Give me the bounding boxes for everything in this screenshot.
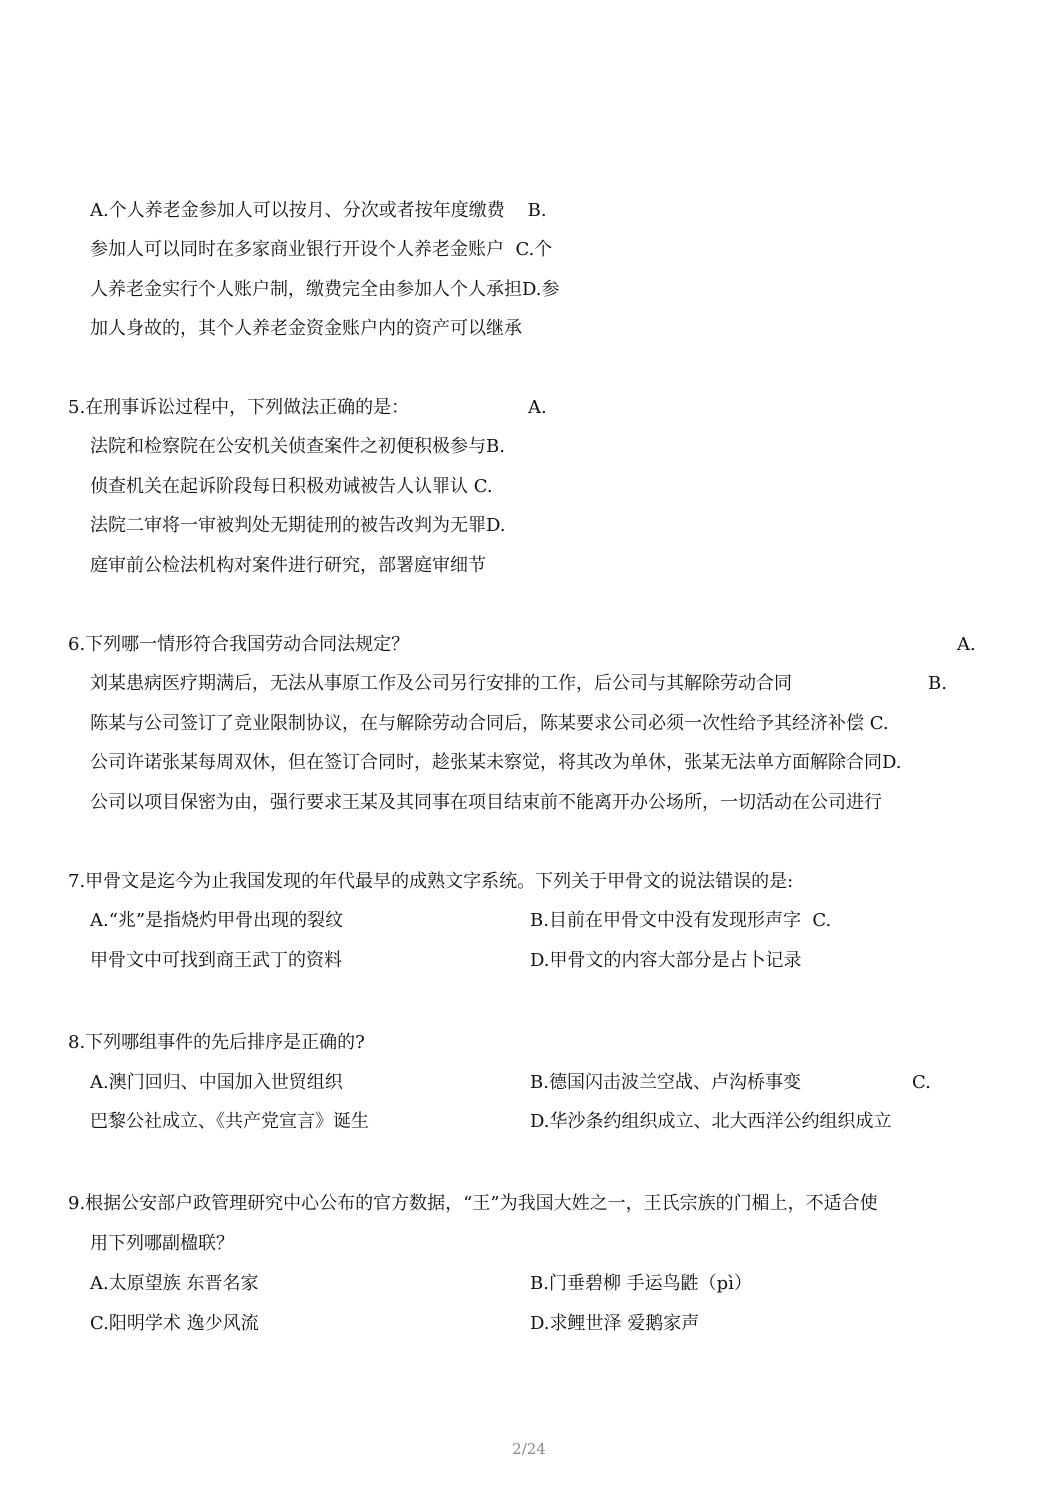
q5-stem: 5.在刑事诉讼过程中，下列做法正确的是： <box>68 397 410 418</box>
q7-option-a: A.“兆”是指烧灼甲骨出现的裂纹 <box>90 910 344 931</box>
q8-option-b: B.德国闪击波兰空战、卢沟桥事变 <box>530 1072 801 1093</box>
q7-option-b: B.目前在甲骨文中没有发现形声字 C. <box>530 910 832 931</box>
q7-stem: 7.甲骨文是迄今为止我国发现的年代最早的成熟文字系统。下列关于甲骨文的说法错误的是: <box>68 871 794 892</box>
q4-option-line-4: 加人身故的，其个人养老金资金账户内的资产可以继承 <box>90 318 522 339</box>
q9-stem-line-1: 9.根据公安部户政管理研究中心公布的官方数据，“王”为我国大姓之一，王氏宗族的门楣上，不适合使 <box>68 1193 878 1214</box>
q9-option-c: C.阳明学术 逸少风流 <box>90 1313 259 1334</box>
q5-option-line-1: 法院和检察院在公安机关侦查案件之初便积极参与B. <box>90 436 505 457</box>
q6-option-line-4: 公司以项目保密为由，强行要求王某及其同事在项目结束前不能离开办公场所，一切活动在公司进行 <box>90 792 882 813</box>
q5-option-line-3: 法院二审将一审被判处无期徒刑的被告改判为无罪D. <box>90 515 506 536</box>
q8-option-a: A.澳门回归、中国加入世贸组织 <box>90 1072 343 1093</box>
q7-option-d: D.甲骨文的内容大部分是占卜记录 <box>530 950 802 971</box>
q6-option-line-2: 陈某与公司签订了竞业限制协议，在与解除劳动合同后，陈某要求公司必须一次性给予其经济补偿 C. <box>90 713 889 734</box>
q4-option-line-3: 人养老金实行个人账户制，缴费完全由参加人个人承担D.参 <box>90 279 560 300</box>
q7-option-c: 甲骨文中可找到商王武丁的资料 <box>90 950 342 971</box>
q6-option-line-1: 刘某患病医疗期满后，无法从事原工作及公司另行安排的工作，后公司与其解除劳动合同 <box>90 673 792 694</box>
q6-stem-option-a-marker: A. <box>957 634 976 655</box>
q9-option-d: D.求鲤世泽 爱鹅家声 <box>530 1313 700 1334</box>
q8-option-d: D.华沙条约组织成立、北大西洋公约组织成立 <box>530 1111 892 1132</box>
q4-option-line-1: A.个人养老金参加人可以按月、分次或者按年度缴费 B. <box>90 200 547 221</box>
q5-option-line-4: 庭审前公检法机构对案件进行研究，部署庭审细节 <box>90 555 486 576</box>
q9-stem-line-2: 用下列哪副楹联？ <box>90 1233 234 1254</box>
q8-stem: 8.下列哪组事件的先后排序是正确的? <box>68 1032 365 1053</box>
q8-option-c-marker: C. <box>912 1072 931 1093</box>
q6-option-line-3: 公司许诺张某每周双休，但在签订合同时，趁张某未察觉，将其改为单休，张某无法单方面解除合同D. <box>90 752 902 773</box>
page-number: 2/24 <box>512 1440 546 1458</box>
q6-option-b-marker: B. <box>928 673 947 694</box>
q5-stem-option-a-marker: A. <box>528 397 547 418</box>
q4-option-line-2: 参加人可以同时在多家商业银行开设个人养老金账户 C.个 <box>90 239 553 260</box>
q6-stem: 6.下列哪一情形符合我国劳动合同法规定？ <box>68 634 410 655</box>
q5-option-line-2: 侦查机关在起诉阶段每日积极劝诫被告人认罪认 C. <box>90 476 493 497</box>
q8-option-c: 巴黎公社成立、《共产党宣言》诞生 <box>90 1111 369 1132</box>
q9-option-a: A.太原望族 东晋名家 <box>90 1273 259 1294</box>
q9-option-b: B.门垂碧柳 手运鸟鼪（pì） <box>530 1273 752 1294</box>
